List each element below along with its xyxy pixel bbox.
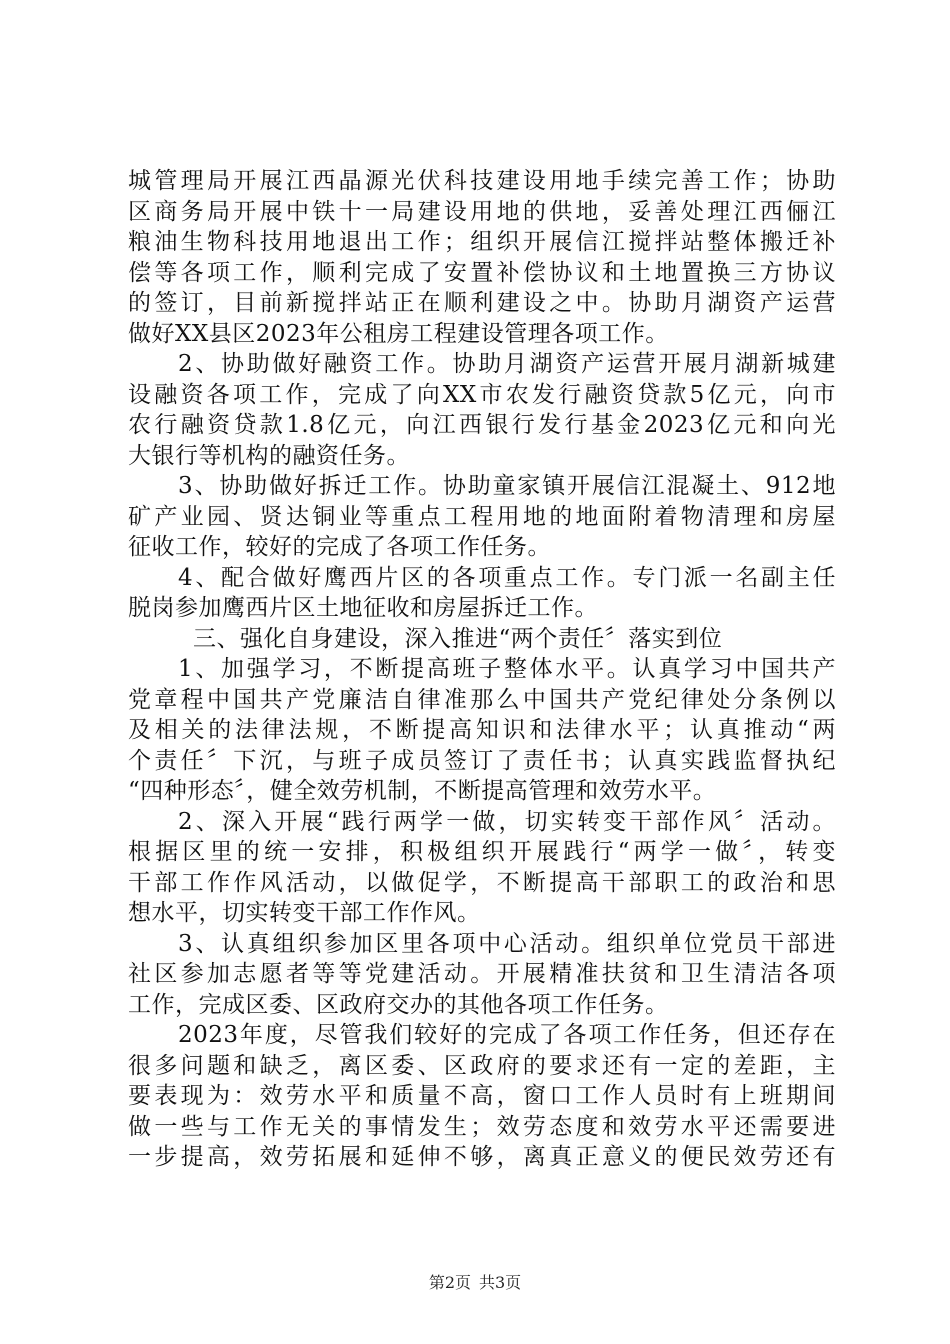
text-line: 农行融资贷款1.8亿元，向江西银行发行基金2023亿元和向光 (128, 412, 836, 438)
text-line: 工作，完成区委、区政府交办的其他各项工作任务。 (128, 991, 669, 1018)
text-line: “四种形态〞，健全效劳机制，不断提高管理和效劳水平。 (128, 778, 717, 804)
page-total: 共3页 (479, 1273, 522, 1292)
text-line: 区商务局开展中铁十一局建设用地的供地，妥善处理江西俪江 (128, 198, 836, 225)
text-line: 要表现为：效劳水平和质量不高，窗口工作人员时有上班期间 (128, 1083, 836, 1109)
text-line: 偿等各项工作，顺利完成了安置补偿协议和土地置换三方协议 (128, 259, 836, 286)
text-line: 设融资各项工作，完成了向XX市农发行融资贷款5亿元，向市 (128, 381, 836, 408)
text-line: 个责任〞下沉，与班子成员签订了责任书；认真实践监督执纪 (128, 747, 836, 774)
text-line: 干部工作作风活动，以做促学，不断提高干部职工的政治和思 (128, 869, 836, 896)
page-number: 第2页 (428, 1273, 471, 1292)
section-heading-3: 三、强化自身建设，深入推进“两个责任〞落实到位 (193, 625, 723, 652)
paragraph-heading-4: 4、配合做好鹰西片区的各项重点工作。专门派一名副主任 (178, 564, 836, 591)
document-body (128, 166, 836, 1173)
text-line: 矿产业园、贤达铜业等重点工程用地的地面附着物清理和房屋 (128, 503, 836, 530)
text-line: 党章程中国共产党廉洁自律准那么中国共产党纪律处分条例以 (128, 686, 836, 713)
text-line: 大银行等机构的融资任务。 (128, 442, 410, 469)
text-line: 的签订，目前新搅拌站正在顺利建设之中。协助月湖资产运营 (128, 290, 836, 316)
paragraph-heading-3: 3、认真组织参加区里各项中心活动。组织单位党员干部进 (178, 930, 836, 957)
page-footer (0, 1273, 950, 1293)
text-line: 城管理局开展江西晶源光伏科技建设用地手续完善工作；协助 (128, 168, 836, 194)
text-line: 想水平，切实转变干部工作作风。 (128, 900, 481, 926)
paragraph-heading-2: 2、协助做好融资工作。协助月湖资产运营开展月湖新城建 (178, 351, 836, 377)
text-line: 做好XX县区2023年公租房工程建设管理各项工作。 (128, 320, 669, 347)
text-line: 一步提高，效劳拓展和延伸不够，离真正意义的便民效劳还有 (128, 1144, 836, 1170)
text-line: 做一些与工作无关的事情发生；效劳态度和效劳水平还需要进 (128, 1113, 836, 1140)
paragraph-heading-3: 3、协助做好拆迁工作。协助童家镇开展信江混凝土、912地 (178, 473, 836, 499)
paragraph-heading-2: 2、深入开展“践行两学一做，切实转变干部作风〞活动。 (178, 808, 836, 835)
text-line: 根据区里的统一安排，积极组织开展践行“两学一做〞，转变 (128, 839, 836, 865)
paragraph-heading-1: 1、加强学习，不断提高班子整体水平。认真学习中国共产 (178, 656, 836, 682)
text-line: 粮油生物科技用地退出工作；组织开展信江搅拌站整体搬迁补 (128, 229, 836, 255)
text-line: 社区参加志愿者等等党建活动。开展精准扶贫和卫生清洁各项 (128, 961, 836, 987)
summary-paragraph: 2023年度，尽管我们较好的完成了各项工作任务，但还存在 (178, 1022, 836, 1048)
text-line: 征收工作，较好的完成了各项工作任务。 (128, 534, 551, 560)
text-line: 很多问题和缺乏，离区委、区政府的要求还有一定的差距，主 (128, 1052, 836, 1079)
text-line: 脱岗参加鹰西片区土地征收和房屋拆迁工作。 (128, 595, 598, 621)
text-line: 及相关的法律法规，不断提高知识和法律水平；认真推动“两 (128, 717, 836, 743)
